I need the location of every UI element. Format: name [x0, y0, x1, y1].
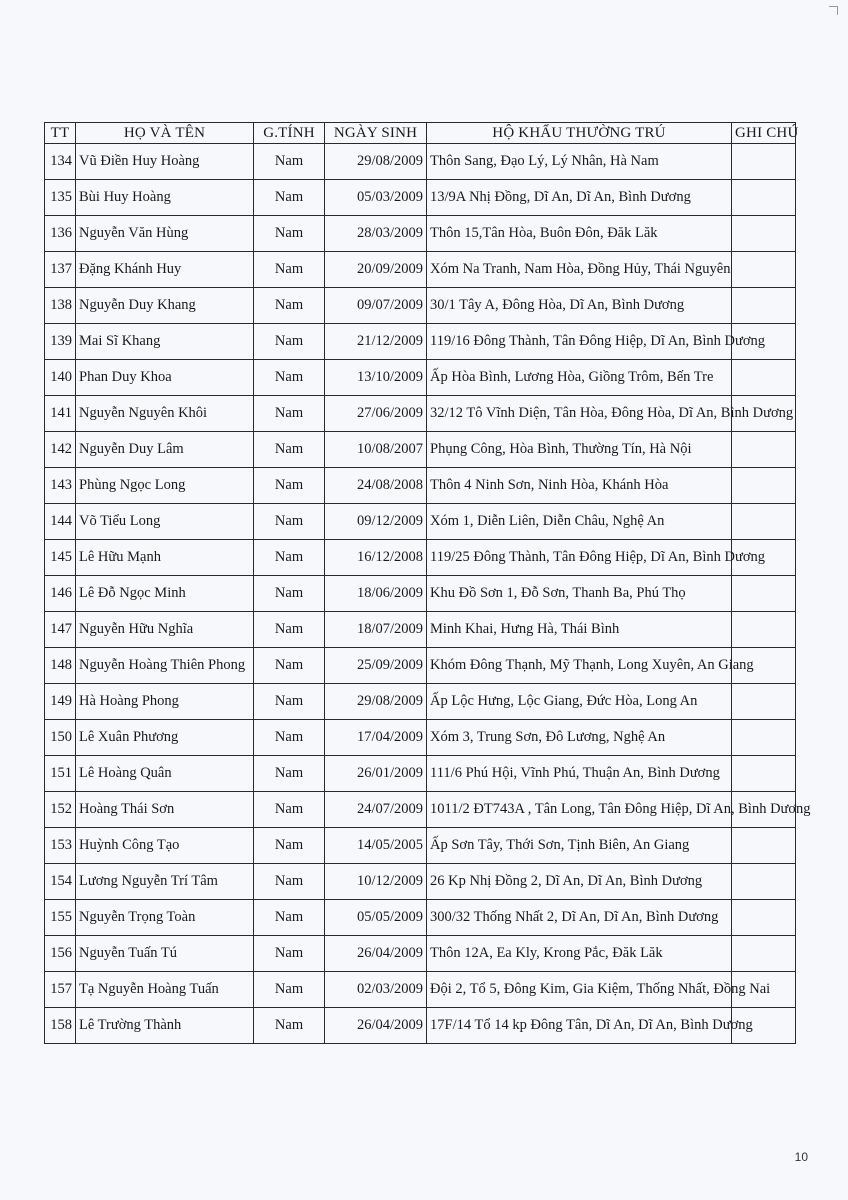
- student-birthdate: 09/07/2009: [325, 288, 427, 324]
- student-note: [732, 864, 796, 900]
- student-address: Ấp Hòa Bình, Lương Hòa, Giồng Trôm, Bến Tre: [427, 360, 732, 396]
- student-gender: Nam: [254, 144, 325, 180]
- student-birthdate: 10/12/2009: [325, 864, 427, 900]
- student-name: Nguyễn Duy Lâm: [76, 432, 254, 468]
- table-row: [45, 180, 796, 216]
- student-birthdate: 26/01/2009: [325, 756, 427, 792]
- table-row: [45, 936, 796, 972]
- row-number: 143: [45, 468, 76, 504]
- row-number: 147: [45, 612, 76, 648]
- student-birthdate: 17/04/2009: [325, 720, 427, 756]
- row-number: 149: [45, 684, 76, 720]
- row-number: 151: [45, 756, 76, 792]
- student-name: Tạ Nguyễn Hoàng Tuấn: [76, 972, 254, 1008]
- student-name: Lê Xuân Phương: [76, 720, 254, 756]
- table-row: [45, 900, 796, 936]
- student-name: Lê Hoàng Quân: [76, 756, 254, 792]
- header-name: HỌ VÀ TÊN: [76, 123, 254, 144]
- table-row: [45, 432, 796, 468]
- student-address: 111/6 Phú Hội, Vĩnh Phú, Thuận An, Bình Dương: [427, 756, 732, 792]
- student-gender: Nam: [254, 684, 325, 720]
- row-number: 153: [45, 828, 76, 864]
- table-row: [45, 576, 796, 612]
- student-birthdate: 16/12/2008: [325, 540, 427, 576]
- student-name: Nguyễn Hoàng Thiên Phong: [76, 648, 254, 684]
- student-gender: Nam: [254, 648, 325, 684]
- row-number: 154: [45, 864, 76, 900]
- student-gender: Nam: [254, 396, 325, 432]
- student-address: 17F/14 Tổ 14 kp Đông Tân, Dĩ An, Dĩ An, Bình Dương: [427, 1008, 732, 1044]
- student-address: Thôn Sang, Đạo Lý, Lý Nhân, Hà Nam: [427, 144, 732, 180]
- student-birthdate: 25/09/2009: [325, 648, 427, 684]
- table-row: [45, 288, 796, 324]
- table-header: [45, 123, 799, 144]
- row-number: 145: [45, 540, 76, 576]
- student-address: Đội 2, Tổ 5, Đông Kim, Gia Kiệm, Thống Nhất, Đồng Nai: [427, 972, 732, 1008]
- row-number: 134: [45, 144, 76, 180]
- student-note: [732, 252, 796, 288]
- row-number: 150: [45, 720, 76, 756]
- student-name: Đặng Khánh Huy: [76, 252, 254, 288]
- student-name: Hoàng Thái Sơn: [76, 792, 254, 828]
- table-row: [45, 648, 796, 684]
- student-birthdate: 13/10/2009: [325, 360, 427, 396]
- header-dob: NGÀY SINH: [325, 123, 427, 144]
- table-row: [45, 396, 796, 432]
- student-name: Lê Đỗ Ngọc Minh: [76, 576, 254, 612]
- student-gender: Nam: [254, 936, 325, 972]
- student-address: 32/12 Tô Vĩnh Diện, Tân Hòa, Đông Hòa, Dĩ An, Bình Dương: [427, 396, 732, 432]
- student-birthdate: 24/08/2008: [325, 468, 427, 504]
- table-row: [45, 324, 796, 360]
- student-name: Phan Duy Khoa: [76, 360, 254, 396]
- student-birthdate: 28/03/2009: [325, 216, 427, 252]
- student-gender: Nam: [254, 972, 325, 1008]
- student-birthdate: 27/06/2009: [325, 396, 427, 432]
- page-number: 10: [794, 1150, 808, 1164]
- table-row: [45, 540, 796, 576]
- row-number: 141: [45, 396, 76, 432]
- student-note: [732, 684, 796, 720]
- student-address: Thôn 12A, Ea Kly, Krong Pắc, Đăk Lăk: [427, 936, 732, 972]
- student-address: Phụng Công, Hòa Bình, Thường Tín, Hà Nội: [427, 432, 732, 468]
- student-birthdate: 26/04/2009: [325, 936, 427, 972]
- student-name: Huỳnh Công Tạo: [76, 828, 254, 864]
- student-gender: Nam: [254, 720, 325, 756]
- student-note: [732, 720, 796, 756]
- student-note: [732, 612, 796, 648]
- student-name: Vũ Điền Huy Hoàng: [76, 144, 254, 180]
- table-row: [45, 684, 796, 720]
- student-birthdate: 10/08/2007: [325, 432, 427, 468]
- row-number: 135: [45, 180, 76, 216]
- student-name: Võ Tiểu Long: [76, 504, 254, 540]
- table-row: [45, 468, 796, 504]
- table-row: [45, 360, 796, 396]
- student-note: [732, 576, 796, 612]
- student-gender: Nam: [254, 792, 325, 828]
- student-gender: Nam: [254, 432, 325, 468]
- student-birthdate: 29/08/2009: [325, 684, 427, 720]
- header-address: HỘ KHẨU THƯỜNG TRÚ: [427, 123, 732, 144]
- header-note: GHI CHÚ: [732, 123, 796, 144]
- student-name: Nguyễn Tuấn Tú: [76, 936, 254, 972]
- student-gender: Nam: [254, 504, 325, 540]
- student-address: 1011/2 ĐT743A , Tân Long, Tân Đông Hiệp, Dĩ An, Bình Dương: [427, 792, 732, 828]
- row-number: 136: [45, 216, 76, 252]
- student-gender: Nam: [254, 612, 325, 648]
- student-gender: Nam: [254, 540, 325, 576]
- student-gender: Nam: [254, 828, 325, 864]
- student-birthdate: 20/09/2009: [325, 252, 427, 288]
- student-gender: Nam: [254, 180, 325, 216]
- student-note: [732, 504, 796, 540]
- student-address: Thôn 4 Ninh Sơn, Ninh Hòa, Khánh Hòa: [427, 468, 732, 504]
- student-birthdate: 29/08/2009: [325, 144, 427, 180]
- row-number: 139: [45, 324, 76, 360]
- student-note: [732, 936, 796, 972]
- student-birthdate: 24/07/2009: [325, 792, 427, 828]
- table-row: [45, 144, 796, 180]
- row-number: 146: [45, 576, 76, 612]
- student-note: [732, 828, 796, 864]
- student-address: Minh Khai, Hưng Hà, Thái Bình: [427, 612, 732, 648]
- student-note: [732, 288, 796, 324]
- student-address: 119/16 Đông Thành, Tân Đông Hiệp, Dĩ An, Bình Dương: [427, 324, 732, 360]
- student-note: [732, 360, 796, 396]
- student-note: [732, 756, 796, 792]
- student-name: Lê Hữu Mạnh: [76, 540, 254, 576]
- row-number: 152: [45, 792, 76, 828]
- student-birthdate: 05/05/2009: [325, 900, 427, 936]
- table-row: [45, 252, 796, 288]
- header-tt: TT: [45, 123, 76, 144]
- student-birthdate: 09/12/2009: [325, 504, 427, 540]
- student-note: [732, 468, 796, 504]
- table-row: [45, 612, 796, 648]
- student-name: Nguyễn Văn Hùng: [76, 216, 254, 252]
- row-number: 144: [45, 504, 76, 540]
- table-row: [45, 216, 796, 252]
- table-row: [45, 828, 796, 864]
- student-name: Hà Hoàng Phong: [76, 684, 254, 720]
- student-note: [732, 180, 796, 216]
- student-gender: Nam: [254, 288, 325, 324]
- row-number: 148: [45, 648, 76, 684]
- table-row: [45, 864, 796, 900]
- student-address: Khóm Đông Thạnh, Mỹ Thạnh, Long Xuyên, An Giang: [427, 648, 732, 684]
- student-name: Mai Sĩ Khang: [76, 324, 254, 360]
- student-name: Nguyễn Nguyên Khôi: [76, 396, 254, 432]
- row-number: 140: [45, 360, 76, 396]
- student-name: Lương Nguyễn Trí Tâm: [76, 864, 254, 900]
- student-gender: Nam: [254, 576, 325, 612]
- table-row: [45, 972, 796, 1008]
- table-row: [45, 756, 796, 792]
- student-gender: Nam: [254, 900, 325, 936]
- student-note: [732, 900, 796, 936]
- student-gender: Nam: [254, 468, 325, 504]
- student-name: Nguyễn Duy Khang: [76, 288, 254, 324]
- student-name: Nguyễn Trọng Toàn: [76, 900, 254, 936]
- student-name: Bùi Huy Hoàng: [76, 180, 254, 216]
- student-name: Nguyễn Hữu Nghĩa: [76, 612, 254, 648]
- row-number: 156: [45, 936, 76, 972]
- student-note: [732, 432, 796, 468]
- student-birthdate: 14/05/2005: [325, 828, 427, 864]
- row-number: 155: [45, 900, 76, 936]
- header-sex: G.TÍNH: [254, 123, 325, 144]
- row-number: 158: [45, 1008, 76, 1044]
- header-row: [45, 123, 796, 144]
- row-number: 157: [45, 972, 76, 1008]
- table-row: [45, 1008, 796, 1044]
- student-gender: Nam: [254, 1008, 325, 1044]
- student-note: [732, 216, 796, 252]
- student-address: Xóm 3, Trung Sơn, Đô Lương, Nghệ An: [427, 720, 732, 756]
- student-address: 30/1 Tây A, Đông Hòa, Dĩ An, Bình Dương: [427, 288, 732, 324]
- student-address: Ấp Sơn Tây, Thới Sơn, Tịnh Biên, An Giang: [427, 828, 732, 864]
- table-row: [45, 720, 796, 756]
- student-roster-table: [44, 122, 811, 1044]
- student-address: Xóm Na Tranh, Nam Hòa, Đồng Hủy, Thái Nguyên: [427, 252, 732, 288]
- student-address: 26 Kp Nhị Đồng 2, Dĩ An, Dĩ An, Bình Dương: [427, 864, 732, 900]
- student-note: [732, 144, 796, 180]
- table-body: [45, 144, 811, 1044]
- student-gender: Nam: [254, 360, 325, 396]
- student-address: 119/25 Đông Thành, Tân Đông Hiệp, Dĩ An, Bình Dương: [427, 540, 732, 576]
- student-birthdate: 18/07/2009: [325, 612, 427, 648]
- row-number: 138: [45, 288, 76, 324]
- scan-corner-mark: [829, 6, 838, 15]
- student-gender: Nam: [254, 252, 325, 288]
- row-number: 137: [45, 252, 76, 288]
- table-row: [45, 792, 796, 828]
- student-birthdate: 18/06/2009: [325, 576, 427, 612]
- student-birthdate: 05/03/2009: [325, 180, 427, 216]
- student-address: Xóm 1, Diễn Liên, Diễn Châu, Nghệ An: [427, 504, 732, 540]
- student-gender: Nam: [254, 756, 325, 792]
- student-address: Khu Đồ Sơn 1, Đỗ Sơn, Thanh Ba, Phú Thọ: [427, 576, 732, 612]
- student-name: Lê Trường Thành: [76, 1008, 254, 1044]
- student-address: Thôn 15,Tân Hòa, Buôn Đôn, Đăk Lăk: [427, 216, 732, 252]
- student-address: 300/32 Thống Nhất 2, Dĩ An, Dĩ An, Bình Dương: [427, 900, 732, 936]
- student-name: Phùng Ngọc Long: [76, 468, 254, 504]
- student-gender: Nam: [254, 324, 325, 360]
- student-address: Ấp Lộc Hưng, Lộc Giang, Đức Hòa, Long An: [427, 684, 732, 720]
- student-birthdate: 21/12/2009: [325, 324, 427, 360]
- student-gender: Nam: [254, 216, 325, 252]
- student-birthdate: 26/04/2009: [325, 1008, 427, 1044]
- row-number: 142: [45, 432, 76, 468]
- student-gender: Nam: [254, 864, 325, 900]
- table-row: [45, 504, 796, 540]
- student-birthdate: 02/03/2009: [325, 972, 427, 1008]
- student-address: 13/9A Nhị Đồng, Dĩ An, Dĩ An, Bình Dương: [427, 180, 732, 216]
